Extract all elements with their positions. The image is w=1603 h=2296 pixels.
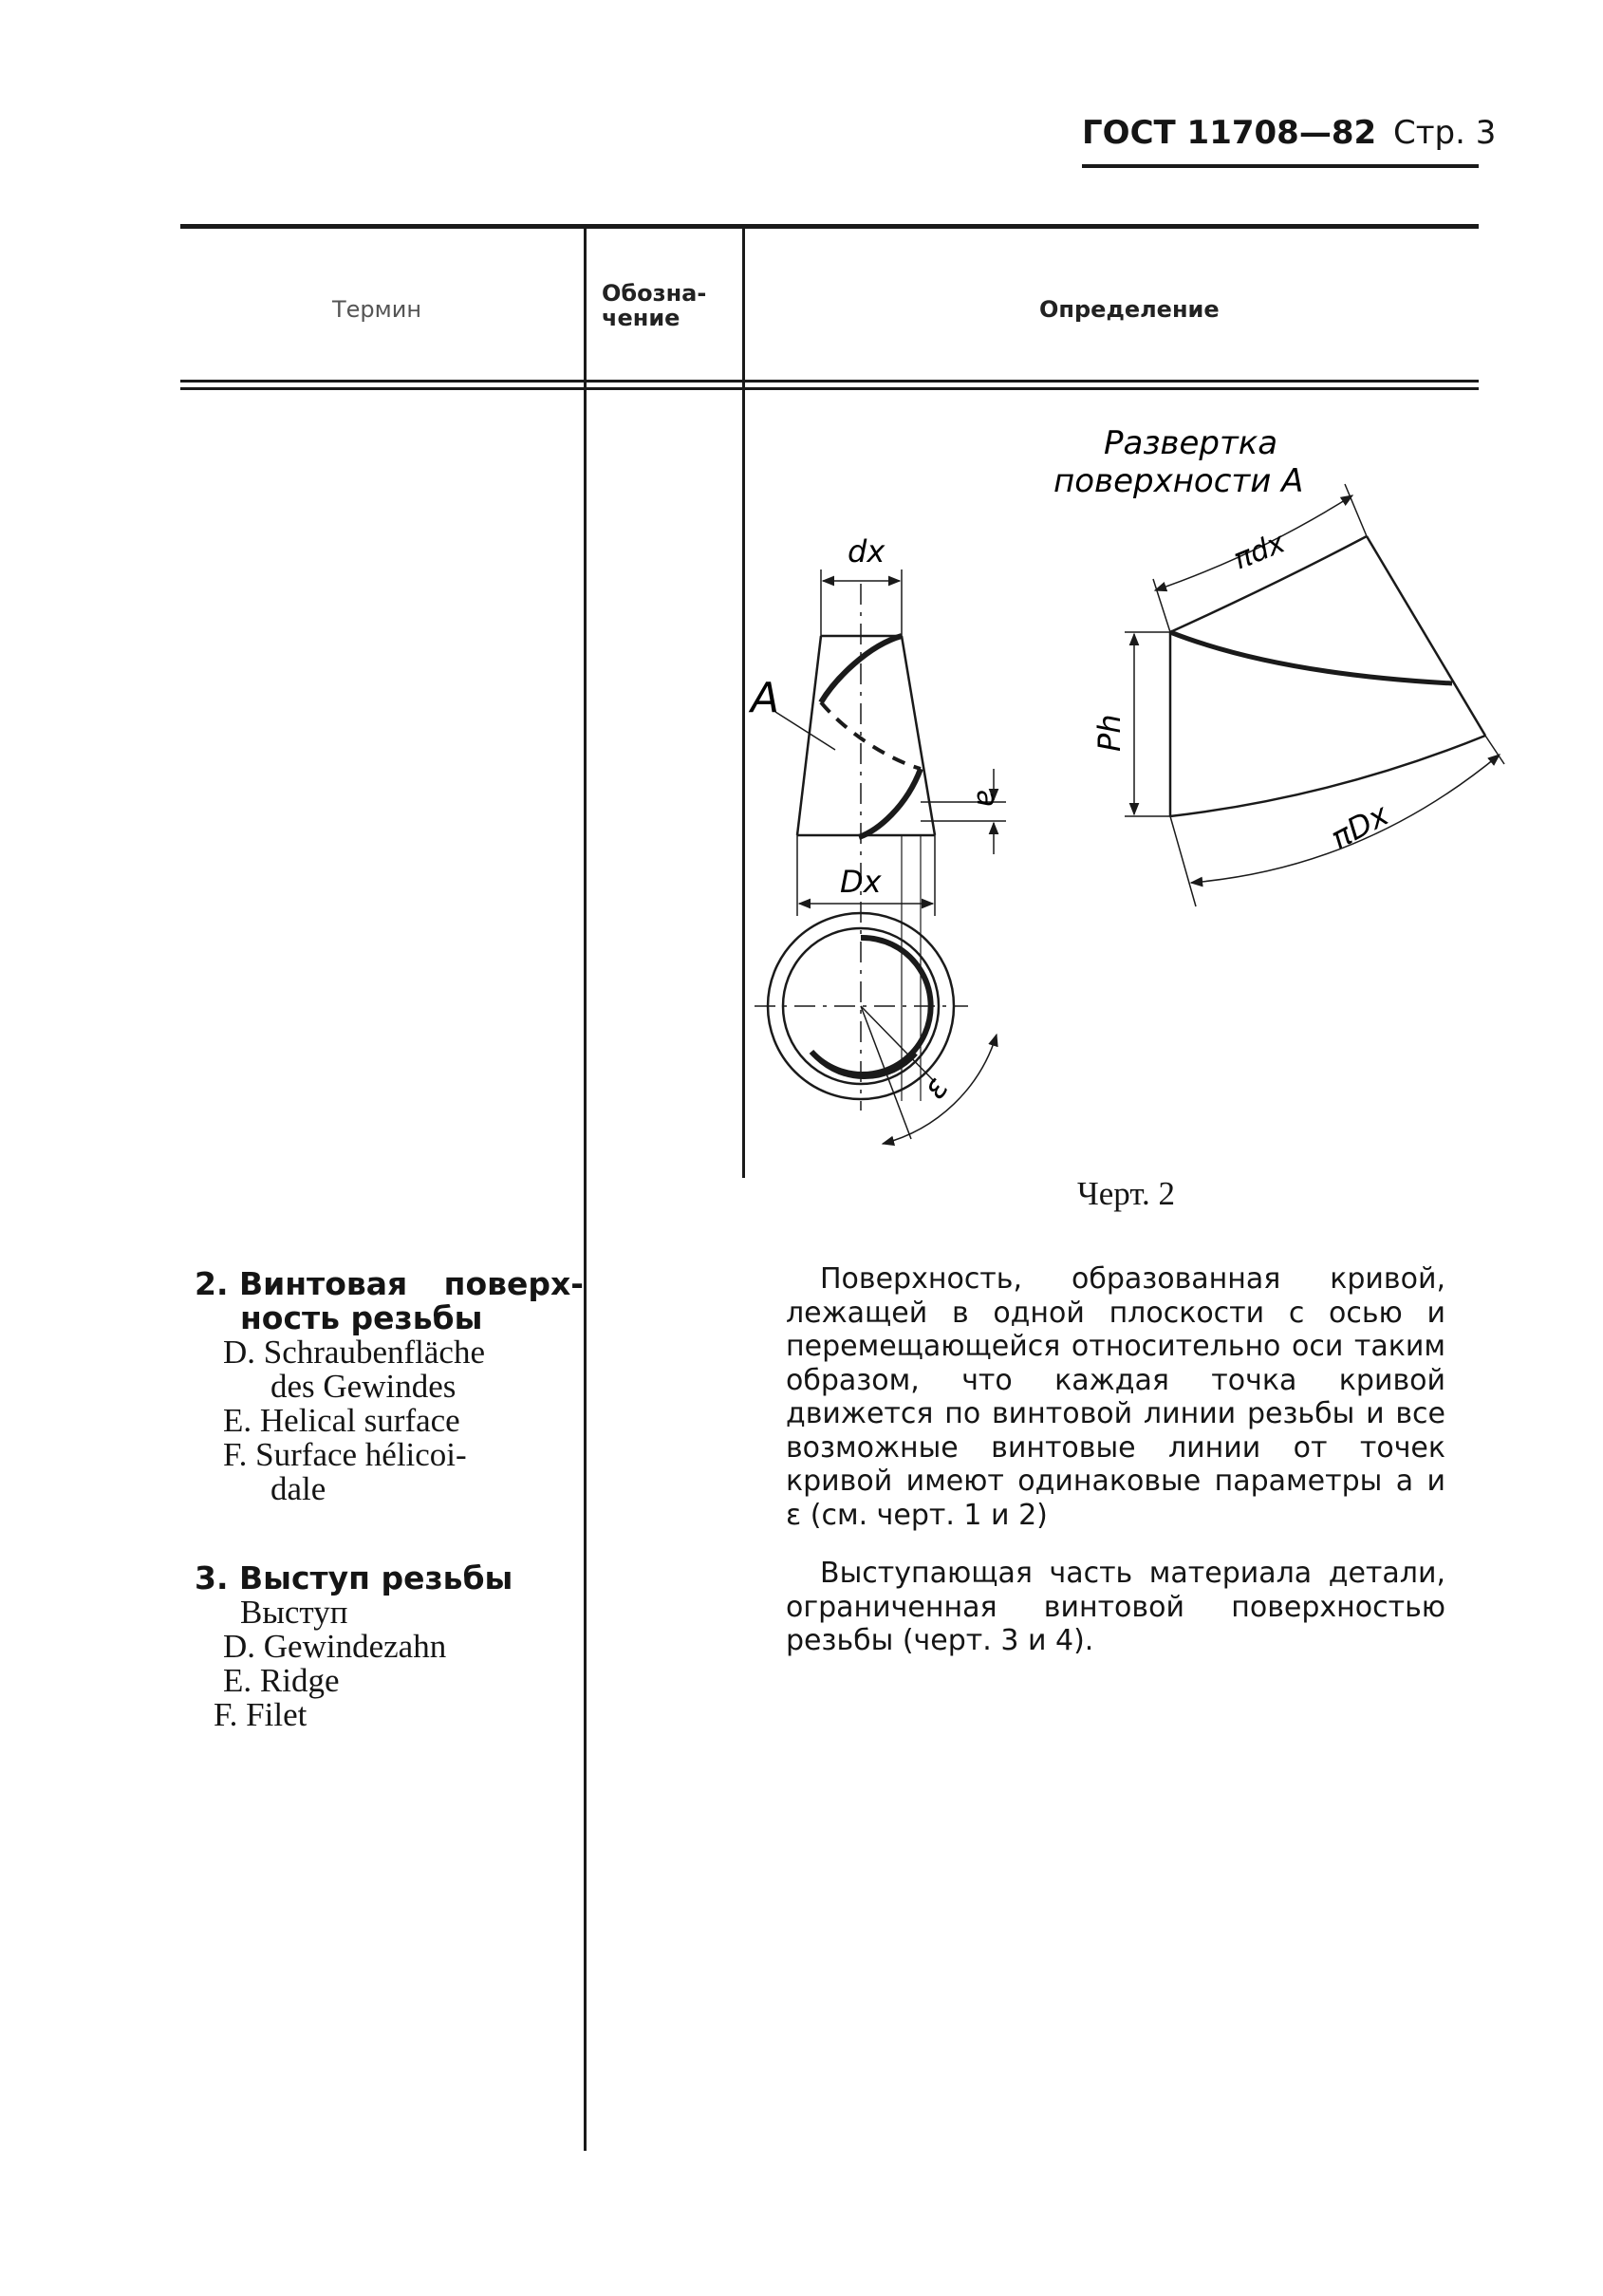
label-Ph: Ph [1091, 714, 1128, 752]
term-title-right: поверх- [443, 1265, 584, 1302]
term-title-line-2: ность резьбы [240, 1299, 483, 1336]
label-a: a [970, 790, 1003, 808]
page-header [1082, 114, 1497, 161]
unrolled-surface-drawing [1125, 484, 1504, 906]
column-header-term: Термин [332, 296, 422, 323]
label-A: A [751, 674, 780, 722]
table-top-rule [180, 224, 1479, 229]
translation-fr-cont: dale [270, 1470, 326, 1507]
label-pi-Dx: πDx [1324, 796, 1395, 857]
term-entry-3 [195, 1561, 584, 1732]
translation-de: D. Schraubenfläche [223, 1334, 485, 1371]
label-pi-dx: πdx [1228, 526, 1290, 577]
column-header-definition: Определение [1039, 296, 1220, 323]
definition-entry-3: Выступающая часть материала детали, ограниченная винтовой поверхностью резьбы (черт. 3 и 4). [786, 1557, 1445, 1657]
term-title-left: 2. Винтовая [195, 1265, 408, 1302]
end-view-drawing [755, 902, 997, 1144]
translation-de-cont: des Gewindes [270, 1368, 457, 1405]
thread-figure [745, 418, 1523, 1177]
label-dx: dx [848, 533, 885, 569]
standard-number: ГОСТ 11708—82 [1082, 114, 1377, 152]
definition-entry-2: Поверхность, образованная кривой, лежащей в одной плоскости с осью и перемещающейся относительно оси таким образом, что каждая точка кривой движется по винтовой линии резьбы и все возможные винтовые линии от точек кривой имеют одинаковые параметры a и ε (см. черт. 1 и 2) [786, 1262, 1445, 1532]
column-divider-1 [584, 229, 587, 2151]
translation-en: E. Helical surface [223, 1402, 460, 1439]
cone-drawing [775, 569, 1006, 1101]
translation-fr: F. Surface hélicoi- [223, 1436, 467, 1473]
header-underline [1082, 164, 1479, 168]
unrolled-label-line-2: поверхности A [1053, 462, 1304, 500]
term-entry-2 [195, 1267, 584, 1506]
translation-fr: F. Filet [214, 1696, 308, 1733]
symbol-line-2: чение [602, 305, 680, 331]
table-header-rule-1 [180, 380, 1479, 383]
table-header-rule-2 [180, 387, 1479, 390]
symbol-line-1: Обозна- [602, 280, 707, 307]
label-Dx: Dx [840, 864, 882, 900]
label-angle: ε [915, 1070, 957, 1107]
term-title-line-1: 3. Выступ резьбы [195, 1559, 513, 1596]
figure-caption: Черт. 2 [1077, 1175, 1175, 1212]
column-header-symbol [602, 281, 706, 330]
translation-en: E. Ridge [223, 1662, 340, 1699]
page-number: Стр. 3 [1393, 114, 1497, 152]
translation-de: D. Gewindezahn [223, 1628, 447, 1665]
term-title-line-1 [195, 1267, 584, 1301]
unrolled-label-line-1: Развертка [1104, 424, 1278, 462]
term-synonym: Выступ [240, 1594, 348, 1631]
